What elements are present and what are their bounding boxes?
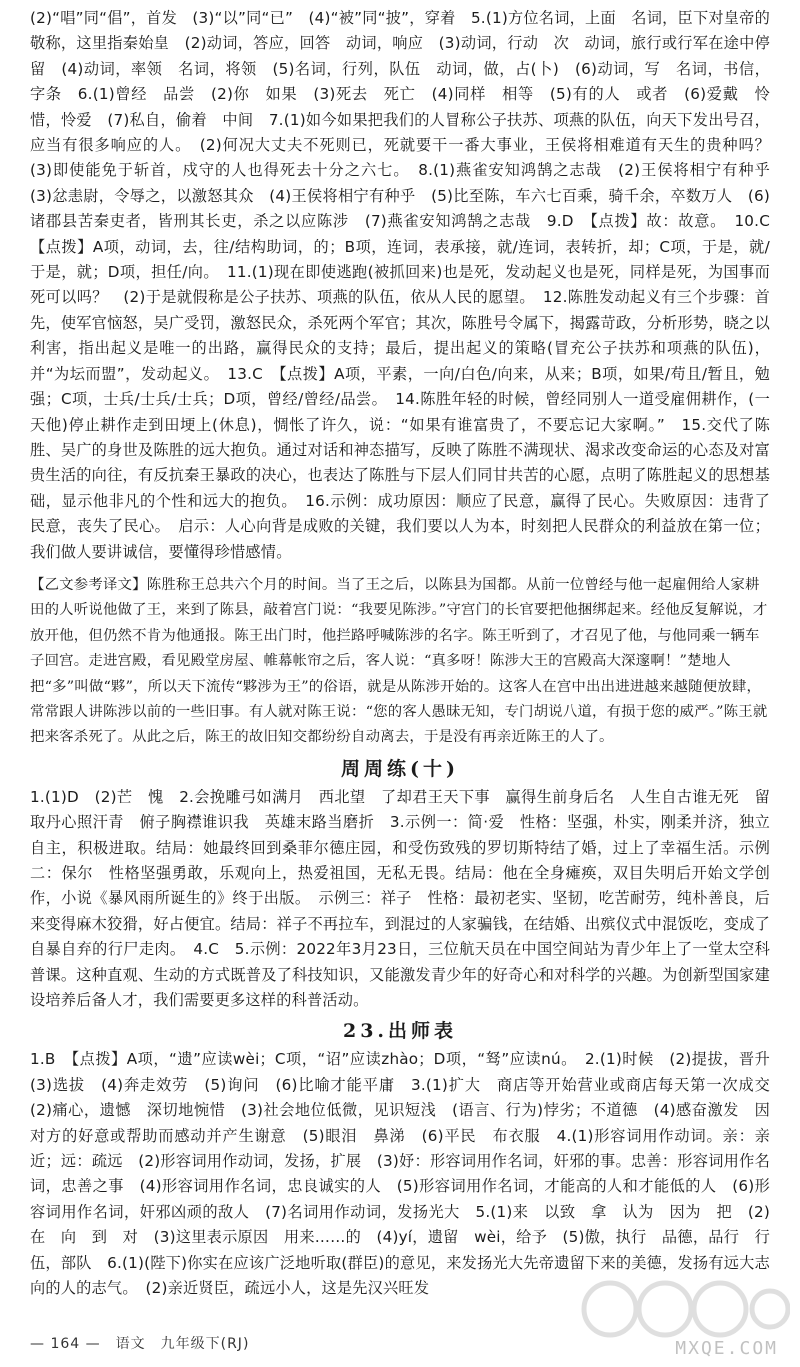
answer-block-3: 1.B 【点拨】A项，“遗”应读wèi；C项，“诏”应读zhào；D项，“驽”应读nú。 2.(1)时候 (2)提拔，晋升 (3)选拔 (4)奔走效劳 (5)询问 (6)比喻才能平庸 3.(1)扩大 商店等开始营业或商店每天第一次成交 (2)痛心，遗憾 深切地惋惜 (3)社会地位低微，见识短浅 (语言、行为)悖劣；不道德 (4)感奋激发 因对方的好意或帮助而感动并产生谢意 (5)眼泪 鼻涕 (6)平民 布衣服 4.(1)形容词用作动词。亲：亲近；远：疏远 (2)形容词用作动词，发扬，扩展 (3)妤：形容词用作名词，奸邪的事。忠善：形容词用作名词，忠善之事 (4)形容词用作名词，忠良诚实的人 (5)形容词用作名词，才能高的人和才能低的人 (6)形容词用作名词，奸邪凶顽的敌人 (7)名词用作动词，发扬光大 5.(1)来 以致 拿 认为 因为 把 (2)在 向 到 对 (3)这里表示原因 用来……的 (4)yí，遗留 wèi，给予 (5)傲，执行 品德，品行 行伍，部队 6.(1)(陛下)你实在应该广泛地听取(群臣)的意见，来发扬光大先帝遗留下来的美德，发扬有远大志向的人的志气。 (2)亲近贤臣，疏远小人，这是先汉兴旺发 (30, 1050, 786, 1298)
page-footer: — 164 — 语文 九年级下(RJ) (30, 1336, 250, 1352)
reference-translation: 【乙文参考译文】陈胜称王总共六个月的时间。当了王之后，以陈县为国都。从前一位曾经与他一起雇佣给人家耕田的人听说他做了王，来到了陈县，敲着宫门说：“我要见陈涉。”守宫门的长官要把他捆绑起来。经他反复解说，才放开他，但仍然不肯为他通报。陈王出门时，他拦路呼喊陈涉的名字。陈王听到了，才召见了他，与他同乘一辆车子回宫。走进宫殿，看见殿堂房屋、帷幕帐帘之后，客人说：“真多呀！陈涉大王的宫殿高大深邃啊！”楚地人把“多”叫做“夥”，所以天下流传“夥涉为王”的俗语，就是从陈涉开始的。这客人在宫中出出进进越来越随便放肆，常常跟人讲陈涉以前的一些旧事。有人就对陈王说：“您的客人愚昧无知，专门胡说八道，有损于您的威严。”陈王就把来客杀死了。从此之后，陈王的故旧知交都纷纷自动离去，于是没有再亲近陈王的人了。 (30, 576, 768, 746)
answer-block-1: (2)“唱”同“倡”，首发 (3)“以”同“已” (4)“被”同“披”，穿着 5.(1)方位名词，上面 名词，臣下对皇帝的敬称，这里指秦始皇 (2)动词，答应，回答 动词，响应 (3)动词，行动 次 动词，旅行或行军在途中停留 (4)动词，率领 名词，将领 (5)名词，行列，队伍 动词，做，占(卜) (6)动词，写 名词，书信，字条 6.(1)曾经 品尝 (2)你 如果 (3)死去 死亡 (4)同样 相等 (5)有的人 或者 (6)爱戴 怜惜，怜爱 (7)私自，偷着 中间 7.(1)如今如果把我们的人冒称公子扶苏、项燕的队伍，向天下发出号召，应当有很多响应的人。 (2)何况大丈夫不死则已，死就要干一番大事业，王侯将相难道有天生的贵种吗？ (3)即使能免于斩首，戍守的人也得死去十分之六七。 8.(1)燕雀安知鸿鹄之志哉 (2)王侯将相宁有种乎 (3)忿恚尉，令辱之，以激怒其众 (4)王侯将相宁有种乎 (5)比至陈，车六七百乘，骑千余，卒数万人 (6)诸郡县苦秦吏者，皆刑其长吏，杀之以应陈涉 (7)燕雀安知鸿鹄之志哉 9.D 【点拨】故：故意。 10.C 【点拨】A项，动词，去，往/结构助词，的；B项，连词，表承接，就/连词，表转折，却；C项，于是，就/于是，就；D项，担任/向。 11.(1)现在即使逃跑(被抓回来)也是死，发动起义也是死，同样是死，为国事而死可以吗？ (2)于是就假称是公子扶苏、项燕的队伍，依从人民的愿望。 12.陈胜发动起义有三个步骤：首先，使军官恼怒，吴广受罚，激怒民众，杀死两个军官；其次，陈胜号令属下，揭露苛政，分析形势，晓之以利害，指出起义是唯一的出路，赢得民众的支持；最后，提出起义的策略(冒充公子扶苏和项燕的队伍)，并“为坛而盟”，发动起义。 13.C 【点拨】A项，平素，一向/白色/向来，从来；B项，如果/苟且/暂且，勉强；C项，士兵/士兵/士兵；D项，曾经/曾经/品尝。 14.陈胜年轻的时候，曾经同别人一道受雇佣耕作，(一天他)停止耕作走到田埂上(休息)，惆怅了许久，说：“如果有谁富贵了，不要忘记大家啊。” 15.交代了陈胜、吴广的身世及陈胜的远大抱负。通过对话和神态描写，反映了陈胜不满现状、渴求改变命运的心态及对富贵生活的向往，有反抗秦王暴政的决心，也表达了陈胜与下层人们同甘共苦的心愿，点明了陈胜起义的思想基础，显示他非凡的个性和远大的抱负。 16.示例：成功原因：顺应了民意，赢得了民心。失败原因：违背了民意，丧失了民心。 启示：人心向背是成败的关键，我们要以人为本，时刻把人民群众的利益放在第一位；我们做人要讲诚信，要懂得珍惜感情。 (30, 9, 786, 561)
answer-block-2: 1.(1)D (2)芒 愧 2.会挽雕弓如满月 西北望 了却君王天下事 赢得生前身后名 人生自古谁无死 留取丹心照汗青 俯子胸襟谁识我 英雄末路当磨折 3.示例一：简·爱 性格：坚强，朴实，刚柔并济，独立自主，积极进取。结局：她最终回到桑菲尔德庄园，和受伤致残的罗切斯特结了婚，过上了幸福生活。示例二：保尔 性格坚强勇敢，乐观向上，热爱祖国，无私无畏。结局：他在全身瘫痪，双目失明后开始文学创作，小说《暴风雨所诞生的》终于出版。 示例三：祥子 性格：最初老实、坚韧，吃苦耐劳，纯朴善良，后来变得麻木狡猾，好占便宜。结局：祥子不再拉车，到混过的人家骗钱，在结婚、出殡仪式中混饭吃，变成了自暴自弃的行尸走肉。 4.C 5.示例：2022年3月23日，三位航天员在中国空间站为青少年上了一堂太空科普课。这种直观、生动的方式既普及了科技知识，又能激发青少年的好奇心和对科学的兴趣。为创新型国家建设培养后备人才，我们需要更多这样的科普活动。 (30, 787, 770, 1010)
section-title-weekly: 周周练(十) (341, 757, 459, 780)
watermark-text: MXQE.COM (675, 1338, 778, 1359)
section-title-lesson-23: 23.出师表 (342, 1020, 458, 1043)
